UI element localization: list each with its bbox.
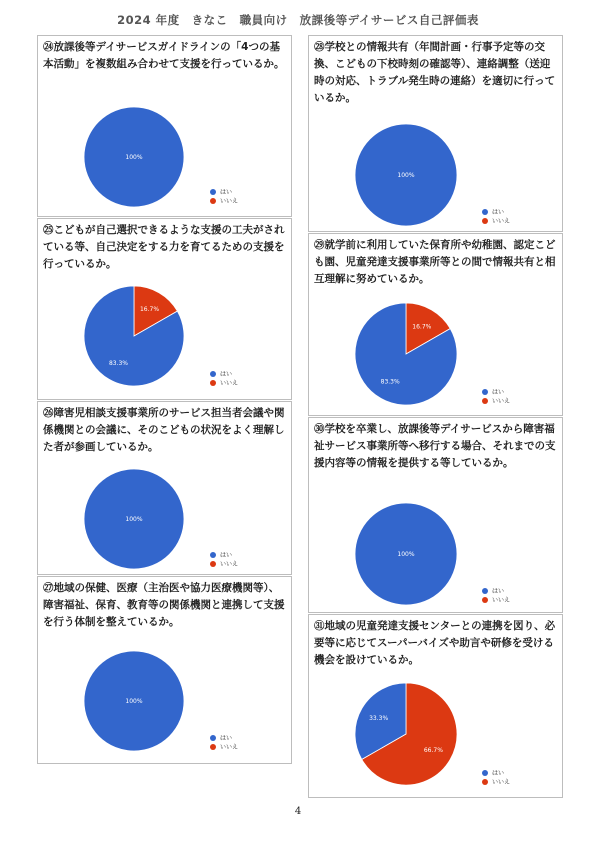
chart-legend <box>210 187 238 205</box>
legend-item-yes <box>482 586 510 595</box>
legend-dot-yes <box>210 552 216 558</box>
legend-dot-yes <box>210 735 216 741</box>
legend-label-yes: はい <box>220 189 233 196</box>
slice-label-yes: 83.3% <box>380 378 400 386</box>
pie-chart <box>82 467 186 571</box>
legend-dot-yes <box>482 588 488 594</box>
pie-chart <box>353 501 459 607</box>
question-card <box>37 401 292 575</box>
legend-item-no <box>210 196 238 205</box>
question-card <box>308 233 563 416</box>
slice-label-no: 66.7% <box>423 746 443 754</box>
legend-label-yes: はい <box>492 209 505 216</box>
question-card <box>308 35 563 232</box>
page-number: 4 <box>294 806 302 817</box>
legend-dot-no <box>482 398 488 404</box>
pie-chart <box>353 301 459 407</box>
pie-chart <box>82 105 186 209</box>
legend-dot-no <box>210 561 216 567</box>
slice-label-yes: 100% <box>125 154 143 161</box>
legend-dot-no <box>482 218 488 224</box>
chart-legend <box>482 586 510 604</box>
legend-label-no: いいえ <box>492 779 511 786</box>
question-text: ㉖障害児相談支援事業所のサービス担当者会議や関係機関との会議に、そのこどもの状況をよく理解した者が参画しているか。 <box>43 407 285 453</box>
legend-label-yes: はい <box>220 552 233 559</box>
legend-label-yes: はい <box>492 588 505 595</box>
question-card <box>37 576 292 764</box>
legend-label-yes: はい <box>220 371 233 378</box>
question-text: ㉛地域の児童発達支援センターとの連携を図り、必要等に応じてスーパーバイズや助言や研修を受ける機会を設けているか。 <box>314 620 556 666</box>
legend-item-no <box>210 742 238 751</box>
question-card <box>37 218 292 400</box>
legend-item-yes <box>210 733 238 742</box>
legend-label-yes: はい <box>220 735 233 742</box>
legend-dot-yes <box>482 389 488 395</box>
legend-item-yes <box>210 550 238 559</box>
chart-legend <box>210 550 238 568</box>
legend-label-no: いいえ <box>220 744 239 751</box>
legend-item-yes <box>210 187 238 196</box>
legend-item-no <box>482 396 510 405</box>
legend-item-no <box>482 595 510 604</box>
legend-label-no: いいえ <box>220 561 239 568</box>
legend-item-yes <box>482 207 510 216</box>
slice-label-yes: 100% <box>125 516 143 523</box>
slice-label-yes: 100% <box>397 551 415 558</box>
chart-legend <box>482 207 510 225</box>
slice-label-yes: 33.3% <box>369 715 389 723</box>
question-card <box>37 35 292 217</box>
pie-chart <box>353 122 459 228</box>
legend-dot-yes <box>482 770 488 776</box>
legend-label-yes: はい <box>492 389 505 396</box>
question-text: ㉗地域の保健、医療（主治医や協力医療機関等）、障害福祉、保育、教育等の関係機関と連携して支援を行う体制を整えているか。 <box>43 582 285 628</box>
question-text: ㉕こどもが自己選択できるような支援の工夫がされている等、自己決定をする力を育てるための支援を行っているか。 <box>43 224 285 270</box>
legend-dot-yes <box>210 371 216 377</box>
chart-legend <box>482 768 510 786</box>
legend-item-yes <box>482 387 510 396</box>
legend-label-no: いいえ <box>492 398 511 405</box>
legend-label-no: いいえ <box>220 380 239 387</box>
question-card <box>308 614 563 798</box>
legend-item-no <box>482 216 510 225</box>
question-text: ㉔放課後等デイサービスガイドラインの「4つの基本活動」を複数組み合わせて支援を行っているか。 <box>43 41 285 70</box>
legend-label-yes: はい <box>492 770 505 777</box>
legend-dot-yes <box>482 209 488 215</box>
chart-legend <box>210 369 238 387</box>
slice-label-no: 16.7% <box>139 306 160 314</box>
question-text: ㉙就学前に利用していた保育所や幼稚園、認定こども園、児童発達支援事業所等との間で情報共有と相互理解に努めているか。 <box>314 239 556 285</box>
legend-item-no <box>482 777 510 786</box>
pie-chart <box>82 649 186 753</box>
legend-item-no <box>210 559 238 568</box>
slice-label-yes: 100% <box>397 172 415 179</box>
question-text: ㉘学校との情報共有（年間計画・行事予定等の交換、こどもの下校時刻の確認等）、連絡調整（送迎時の対応、トラブル発生時の連絡）を適切に行っているか。 <box>314 41 556 104</box>
question-card <box>308 417 563 613</box>
slice-label-yes: 83.3% <box>108 359 129 367</box>
slice-label-no: 16.7% <box>412 323 432 331</box>
legend-dot-no <box>210 744 216 750</box>
legend-dot-no <box>210 380 216 386</box>
legend-dot-no <box>482 779 488 785</box>
legend-dot-no <box>482 597 488 603</box>
legend-label-no: いいえ <box>220 198 239 205</box>
legend-label-no: いいえ <box>492 597 511 604</box>
pie-chart <box>353 681 459 787</box>
legend-item-no <box>210 378 238 387</box>
legend-dot-yes <box>210 189 216 195</box>
chart-legend <box>210 733 238 751</box>
slice-label-yes: 100% <box>125 698 143 705</box>
pie-chart <box>82 284 186 388</box>
legend-item-yes <box>210 369 238 378</box>
legend-dot-no <box>210 198 216 204</box>
chart-legend <box>482 387 510 405</box>
page-title: 2024 年度 きなこ 職員向け 放課後等デイサービス自己評価表 <box>117 13 479 27</box>
question-text: ㉚学校を卒業し、放課後等デイサービスから障害福祉サービス事業所等へ移行する場合、それまでの支援内容等の情報を提供する等しているか。 <box>314 423 556 469</box>
legend-item-yes <box>482 768 510 777</box>
legend-label-no: いいえ <box>492 218 511 225</box>
